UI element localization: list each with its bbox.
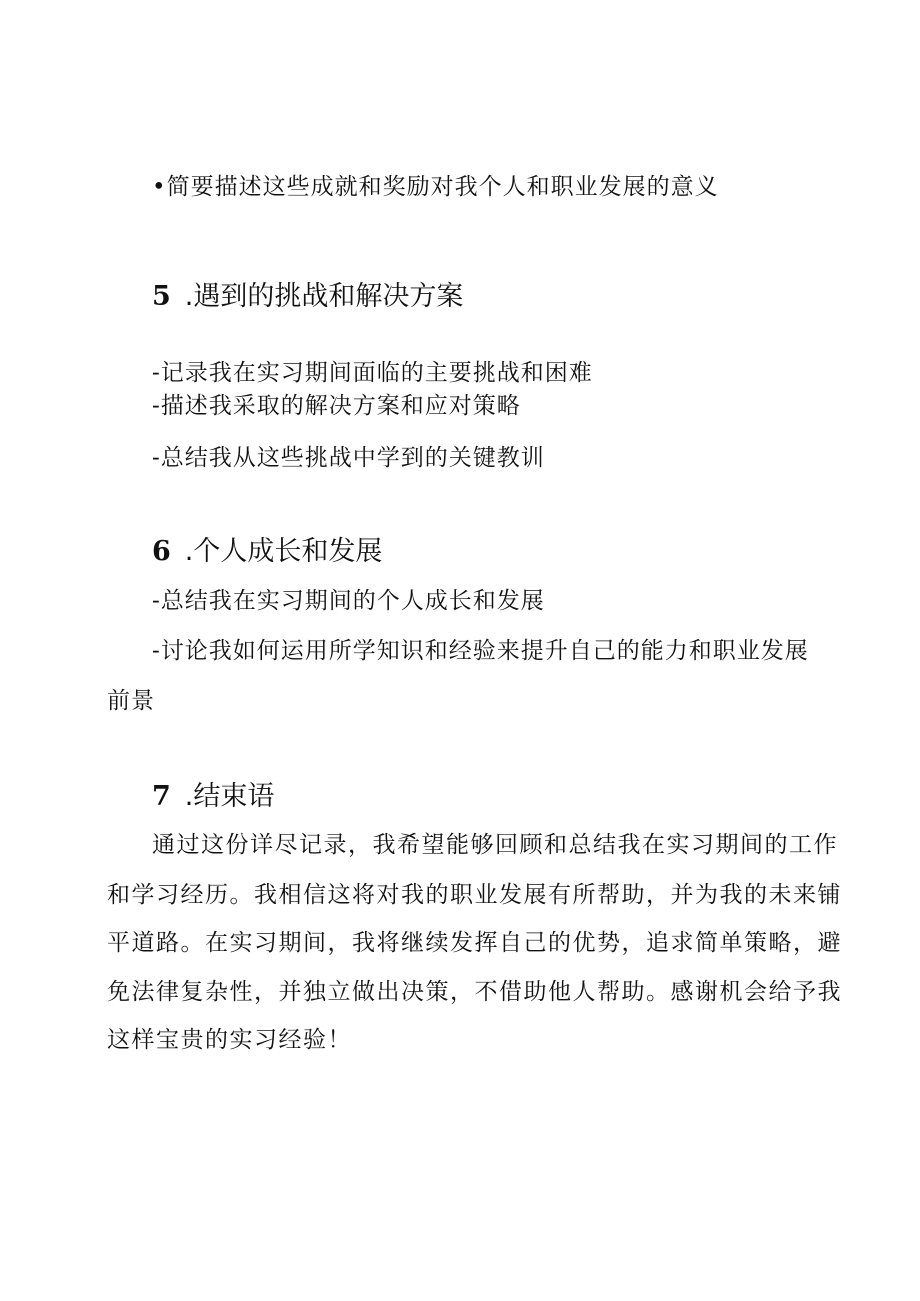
section-5-item: -总结我从这些挑战中学到的关键教训: [152, 445, 545, 471]
section-5-number: 5: [152, 281, 171, 312]
closing-paragraph-line: 这样宝贵的实习经验！: [107, 1027, 352, 1053]
section-5-item: -描述我采取的解决方案和应对策略: [152, 393, 521, 419]
closing-paragraph-line: 通过这份详尽记录，我希望能够回顾和总结我在实习期间的工作: [152, 832, 838, 858]
section-6-item-continuation: 前景: [107, 688, 155, 714]
section-6-title: .个人成长和发展: [184, 536, 383, 567]
closing-paragraph-line: 免法律复杂性，并独立做出决策，不借助他人帮助。感谢机会给予我: [107, 979, 842, 1005]
section-6-number: 6: [152, 536, 171, 567]
section-6-item: -总结我在实习期间的个人成长和发展: [152, 588, 545, 614]
bullet-item: •简要描述这些成就和奖励对我个人和职业发展的意义: [152, 174, 719, 200]
closing-paragraph-line: 和学习经历。我相信这将对我的职业发展有所帮助，并为我的未来铺: [107, 882, 842, 908]
section-5-item: -记录我在实习期间面临的主要挑战和困难: [152, 360, 593, 386]
section-7-title: .结束语: [184, 781, 275, 812]
section-6-heading: [152, 535, 382, 569]
section-5-title: .遇到的挑战和解决方案: [184, 281, 464, 312]
section-7-number: 7: [152, 781, 171, 812]
section-7-heading: [152, 780, 274, 814]
section-5-heading: [152, 280, 463, 314]
section-6-item: -讨论我如何运用所学知识和经验来提升自己的能力和职业发展: [152, 638, 809, 664]
closing-paragraph-line: 平道路。在实习期间，我将继续发挥自己的优势，追求简单策略，避: [107, 930, 842, 956]
